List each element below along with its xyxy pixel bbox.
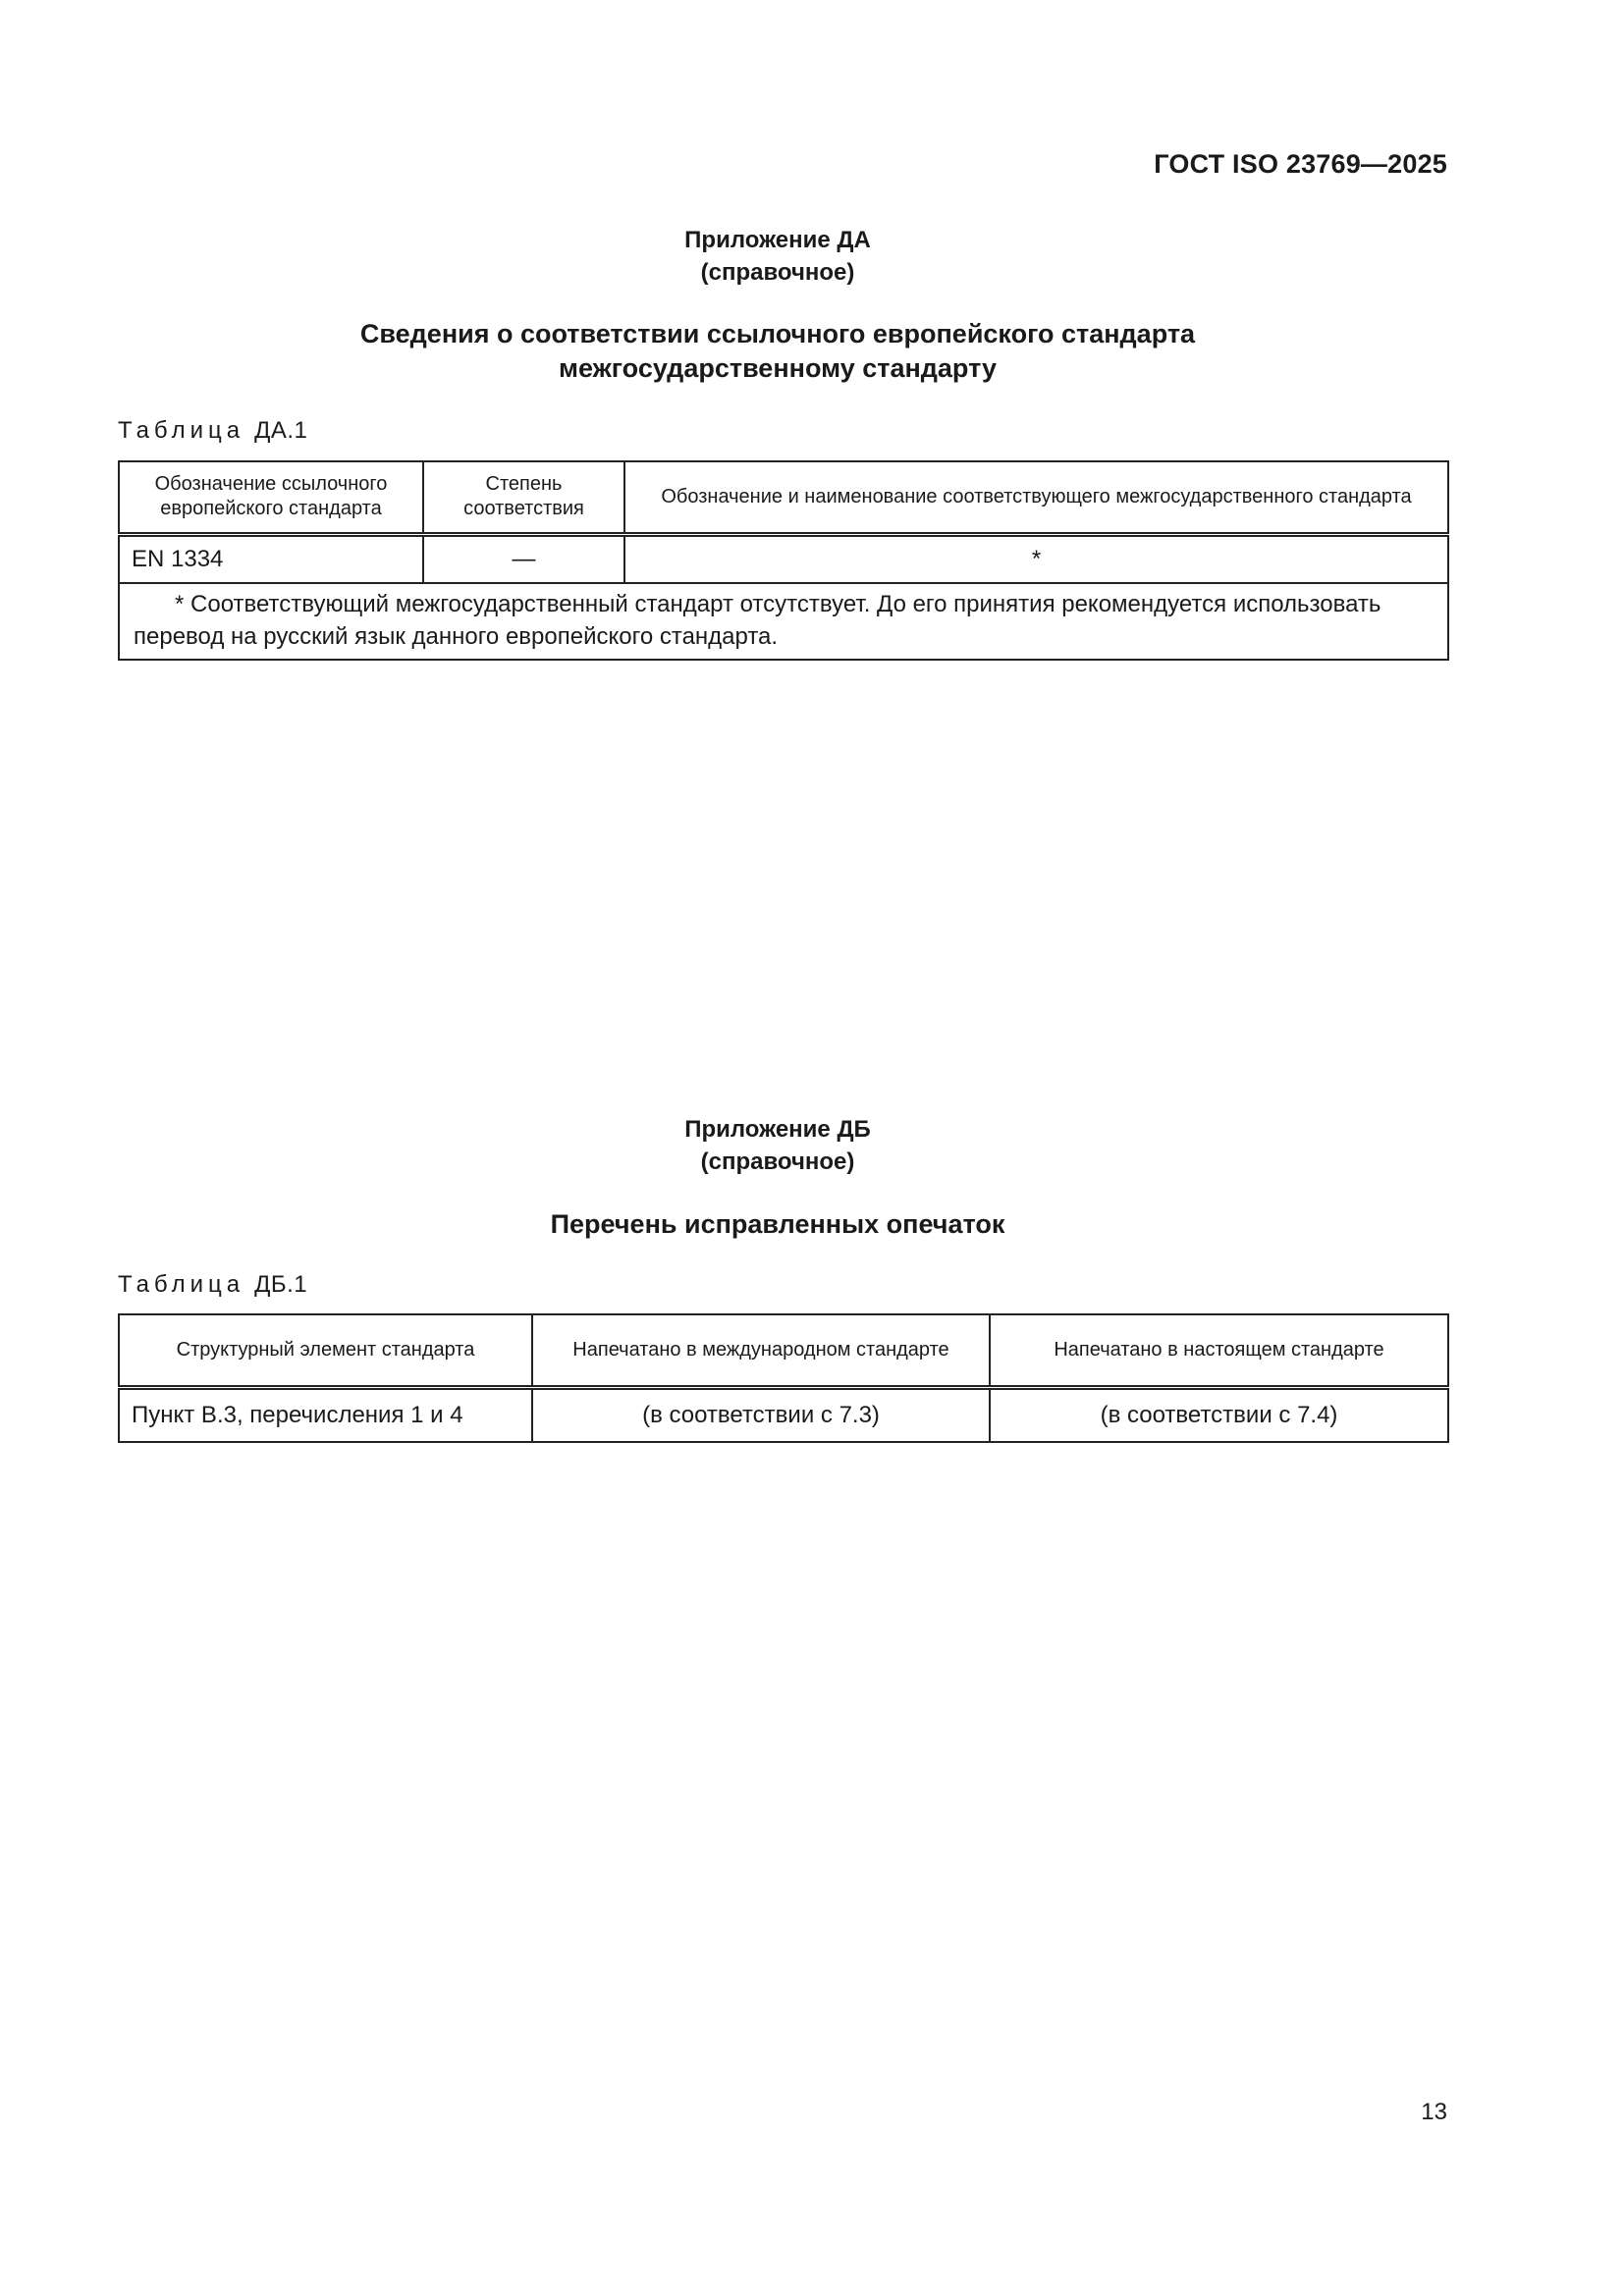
page-number: 13	[1421, 2099, 1447, 2125]
table-a-footnote	[119, 583, 1448, 660]
table-a-caption	[118, 417, 307, 445]
table-a-cell-degree: —	[423, 534, 624, 583]
table-a-caption-number: ДА.1	[254, 417, 308, 444]
annex-a-heading	[0, 224, 1555, 289]
annex-a-status: (справочное)	[700, 259, 855, 286]
table-a	[118, 460, 1449, 661]
table-row	[119, 1387, 1448, 1442]
annex-a-title	[0, 317, 1555, 386]
table-b-cell-element: Пункт В.3, перечисления 1 и 4	[119, 1387, 532, 1442]
table-a-cell-reference: EN 1334	[119, 534, 423, 583]
table-row	[119, 534, 1448, 583]
table-a-header-reference: Обозначение ссылочного европейского стандарта	[119, 461, 423, 534]
table-b-header-international: Напечатано в международном стандарте	[532, 1314, 990, 1387]
annex-a-name: Приложение ДА	[684, 227, 871, 253]
table-b-cell-current: (в соответствии с 7.4)	[990, 1387, 1448, 1442]
table-b-caption-number: ДБ.1	[254, 1271, 308, 1298]
table-a-header-interstate: Обозначение и наименование соответствующего межгосударственного стандарта	[624, 461, 1448, 534]
annex-a-title-line1: Сведения о соответствии ссылочного европейского стандарта	[359, 319, 1196, 348]
table-b-header-element: Структурный элемент стандарта	[119, 1314, 532, 1387]
table-a-footnote-text: * Соответствующий межгосударственный стандарт отсутствует. До его принятия рекомендуется использовать перевод на русский язык данного европейского стандарта.	[134, 591, 1381, 650]
table-b-cell-international: (в соответствии с 7.3)	[532, 1387, 990, 1442]
table-b-caption-word: Таблица	[118, 1271, 245, 1298]
table-a-header-degree: Степень соответствия	[423, 461, 624, 534]
table-a-header-row	[119, 461, 1448, 534]
table-b-header-current: Напечатано в настоящем стандарте	[990, 1314, 1448, 1387]
annex-b-name: Приложение ДБ	[684, 1116, 871, 1143]
annex-b-title: Перечень исправленных опечаток	[550, 1209, 1005, 1239]
table-b	[118, 1313, 1449, 1443]
table-a-cell-interstate: *	[624, 534, 1448, 583]
table-a-footnote-row	[119, 583, 1448, 660]
table-b-header-row	[119, 1314, 1448, 1387]
annex-a-title-line2: межгосударственному стандарту	[559, 353, 997, 383]
document-code: ГОСТ ISO 23769—2025	[1154, 149, 1447, 179]
annex-b-status: (справочное)	[700, 1148, 855, 1175]
table-b-caption	[118, 1271, 307, 1299]
table-a-caption-word: Таблица	[118, 417, 245, 444]
annex-b-heading	[0, 1113, 1555, 1178]
